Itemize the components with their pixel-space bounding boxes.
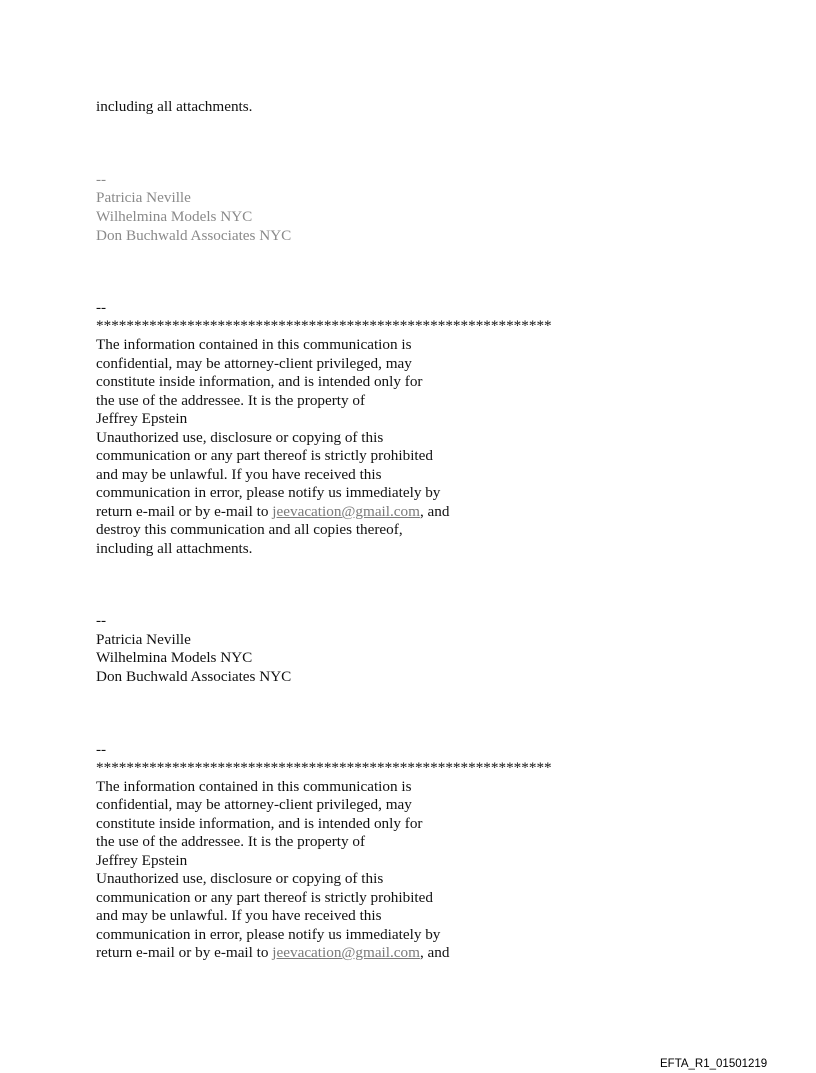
email-line-suffix: , and xyxy=(419,503,450,520)
email-line-prefix: return e-mail or by e-mail to xyxy=(96,503,273,520)
disclaimer-line: confidential, may be attorney-client privileged, may xyxy=(96,355,412,372)
disclaimer-email-line xyxy=(96,503,449,521)
disclaimer-stars: ************************************************************ xyxy=(96,317,552,334)
disclaimer-line: communication or any part thereof is strictly prohibited xyxy=(96,889,433,906)
signature-company: Don Buchwald Associates NYC xyxy=(96,668,292,685)
disclaimer-line: Unauthorized use, disclosure or copying of this xyxy=(96,870,384,887)
signature-separator: -- xyxy=(96,612,107,629)
disclaimer-stars: ************************************************************ xyxy=(96,759,552,776)
disclaimer-line: confidential, may be attorney-client privileged, may xyxy=(96,796,412,813)
disclaimer-separator: -- xyxy=(96,299,107,316)
disclaimer-line: including all attachments. xyxy=(96,540,253,557)
disclaimer-line: Unauthorized use, disclosure or copying of this xyxy=(96,429,384,446)
signature-company: Wilhelmina Models NYC xyxy=(96,208,253,225)
signature-company: Don Buchwald Associates NYC xyxy=(96,227,292,244)
disclaimer-line: communication or any part thereof is strictly prohibited xyxy=(96,447,433,464)
disclaimer-line: Jeffrey Epstein xyxy=(96,852,188,869)
disclaimer-line: constitute inside information, and is intended only for xyxy=(96,815,423,832)
signature-name: Patricia Neville xyxy=(96,189,191,206)
email-link[interactable]: jeevacation@gmail.com xyxy=(272,503,420,520)
disclaimer-line: The information contained in this communication is xyxy=(96,336,412,353)
disclaimer-separator: -- xyxy=(96,741,107,758)
disclaimer-line: communication in error, please notify us immediately by xyxy=(96,926,441,943)
document-id: EFTA_R1_01501219 xyxy=(660,1058,768,1070)
signature-name: Patricia Neville xyxy=(96,631,191,648)
disclaimer-line: the use of the addressee. It is the property of xyxy=(96,392,366,409)
signature-separator: -- xyxy=(96,171,107,188)
disclaimer-line: the use of the addressee. It is the property of xyxy=(96,833,366,850)
disclaimer-line: and may be unlawful. If you have received this xyxy=(96,466,382,483)
email-line-suffix: , and xyxy=(419,944,450,961)
disclaimer-line: constitute inside information, and is intended only for xyxy=(96,373,423,390)
disclaimer-line: destroy this communication and all copies thereof, xyxy=(96,521,403,538)
disclaimer-email-line xyxy=(96,944,449,962)
email-line-prefix: return e-mail or by e-mail to xyxy=(96,944,273,961)
top-line: including all attachments. xyxy=(96,98,253,115)
disclaimer-line: communication in error, please notify us immediately by xyxy=(96,484,441,501)
disclaimer-line: Jeffrey Epstein xyxy=(96,410,188,427)
signature-company: Wilhelmina Models NYC xyxy=(96,649,253,666)
disclaimer-line: The information contained in this communication is xyxy=(96,778,412,795)
disclaimer-line: and may be unlawful. If you have received this xyxy=(96,907,382,924)
email-link[interactable]: jeevacation@gmail.com xyxy=(272,944,420,961)
